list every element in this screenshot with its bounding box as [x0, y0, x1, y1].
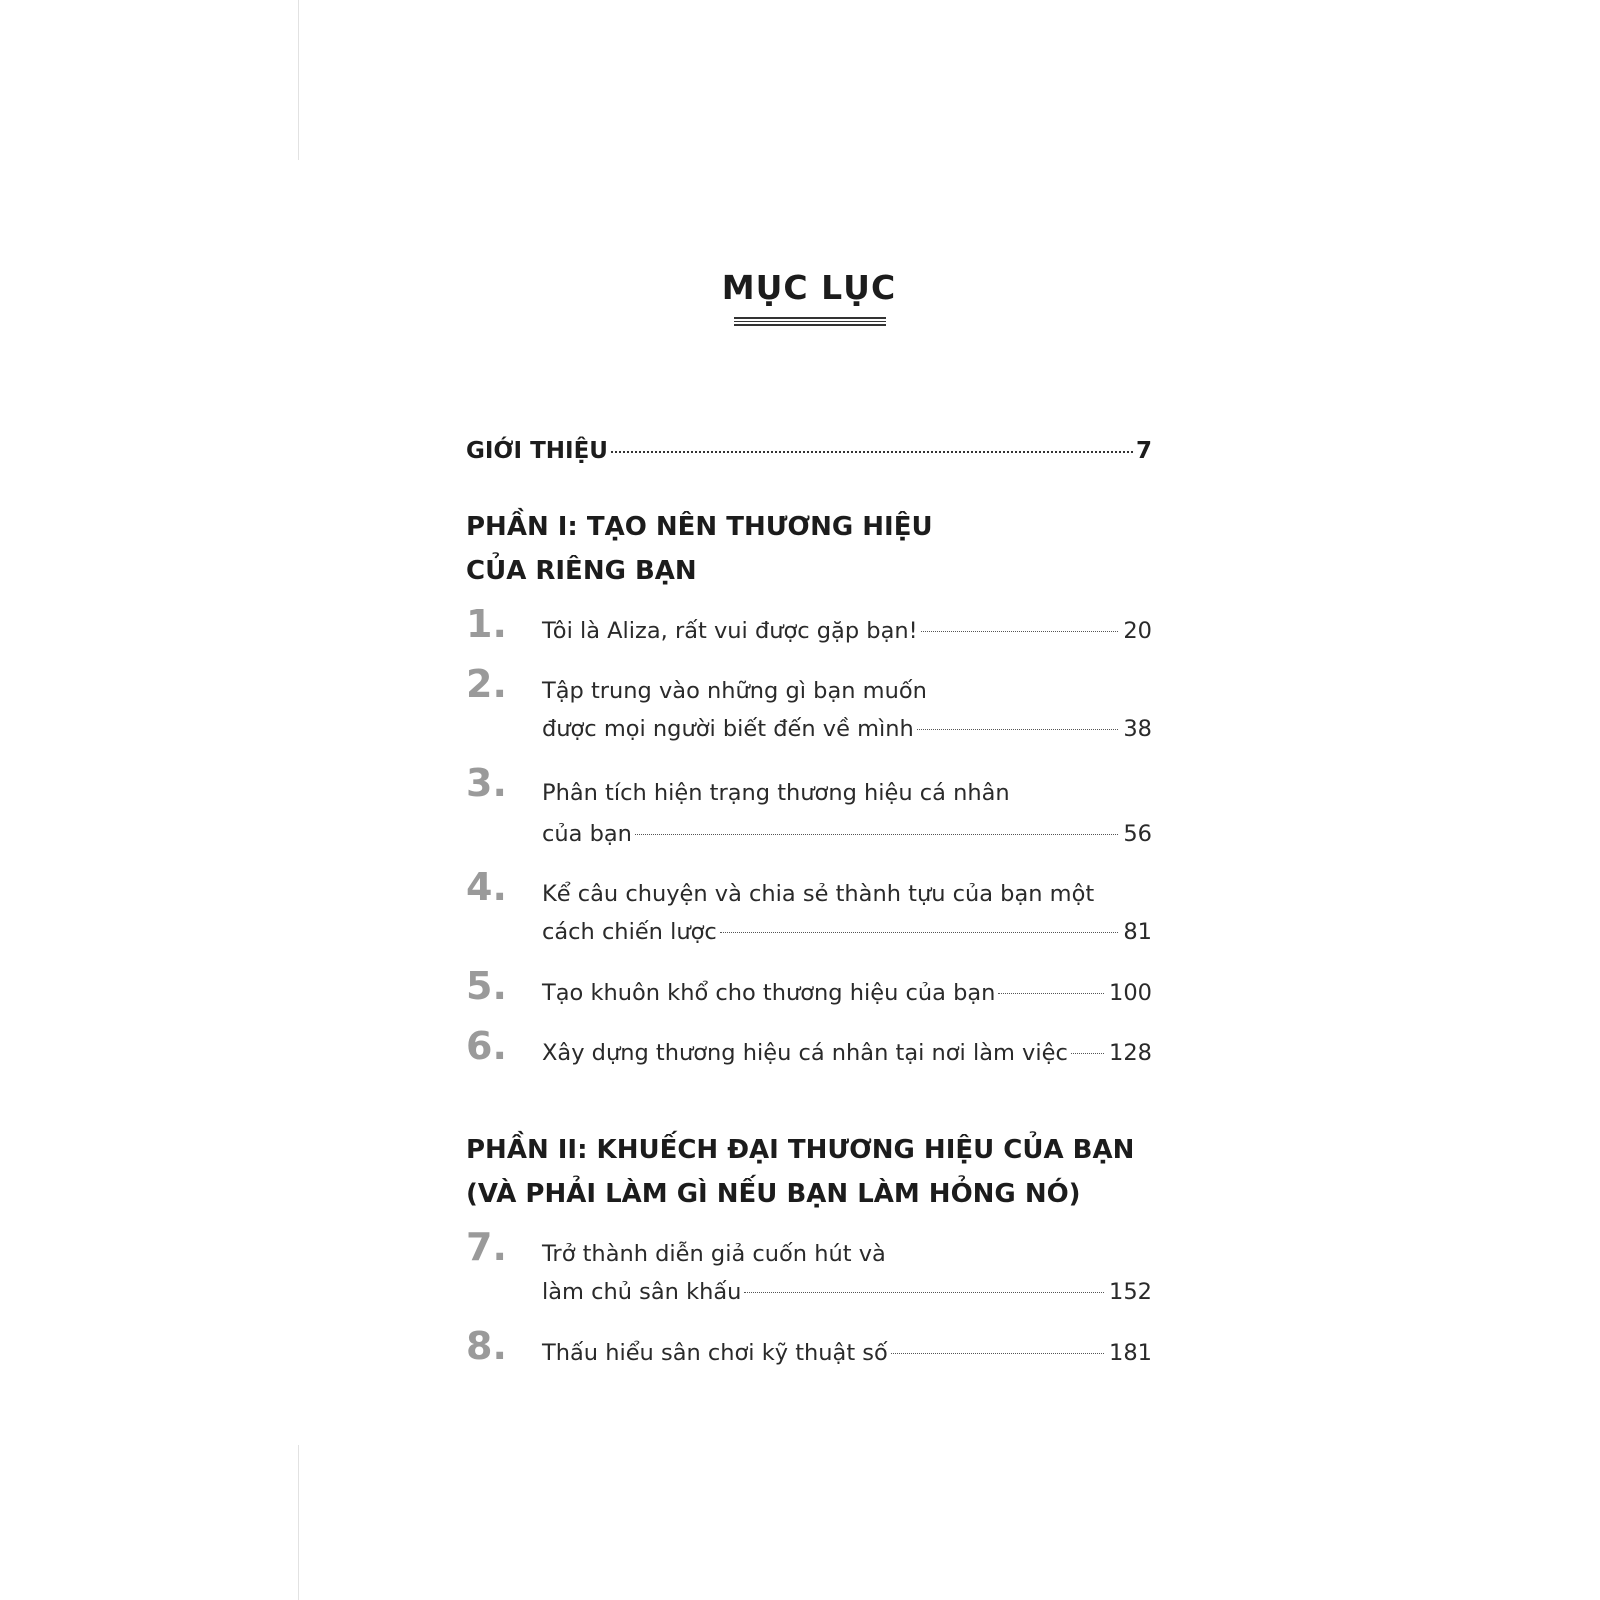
- chapter-title-line: Trở thành diễn giả cuốn hút và: [542, 1241, 886, 1267]
- chapter-title: làm chủ sân khấu: [542, 1279, 742, 1305]
- dot-leader: [917, 729, 1119, 730]
- title-underline: [734, 317, 886, 326]
- page-fold-line-bottom: [298, 1445, 299, 1600]
- chapter-page: 181: [1109, 1340, 1152, 1366]
- chapter-number: 8.: [466, 1324, 507, 1368]
- chapter-page: 56: [1123, 821, 1152, 847]
- dot-leader: [635, 834, 1118, 835]
- chapter-page: 81: [1123, 919, 1152, 945]
- toc-entry-intro[interactable]: [466, 438, 1152, 464]
- intro-page: 7: [1135, 438, 1152, 464]
- part-title-line: CỦA RIÊNG BẠN: [466, 556, 697, 586]
- part-2-title: [466, 1128, 1152, 1216]
- dot-leader: [1071, 1053, 1104, 1054]
- chapter-page: 20: [1123, 618, 1152, 644]
- part-title-line: PHẦN II: KHUẾCH ĐẠI THƯƠNG HIỆU CỦA BẠN: [466, 1135, 1135, 1165]
- page-fold-line-top: [298, 0, 299, 160]
- chapter-page: 128: [1109, 1040, 1152, 1066]
- dot-leader: [921, 631, 1119, 632]
- chapter-number: 2.: [466, 662, 507, 706]
- chapter-title: Tôi là Aliza, rất vui được gặp bạn!: [542, 618, 918, 644]
- chapter-number: 4.: [466, 865, 507, 909]
- chapter-title-line: Phân tích hiện trạng thương hiệu cá nhân: [542, 780, 1010, 806]
- chapter-page: 38: [1123, 716, 1152, 742]
- intro-label: GIỚI THIỆU: [466, 438, 608, 464]
- toc-page: [466, 0, 1152, 1600]
- chapter-title: cách chiến lược: [542, 919, 717, 945]
- dot-leader: [998, 993, 1104, 994]
- chapter-title: được mọi người biết đến về mình: [542, 716, 914, 742]
- chapter-title: Thấu hiểu sân chơi kỹ thuật số: [542, 1340, 888, 1366]
- chapter-number: 1.: [466, 602, 507, 646]
- chapter-number: 5.: [466, 964, 507, 1008]
- dot-leader: [720, 932, 1119, 933]
- part-title-line: PHẦN I: TẠO NÊN THƯƠNG HIỆU: [466, 512, 933, 542]
- part-title-line: (VÀ PHẢI LÀM GÌ NẾU BẠN LÀM HỎNG NÓ): [466, 1179, 1081, 1209]
- chapter-title: Tạo khuôn khổ cho thương hiệu của bạn: [542, 980, 996, 1006]
- chapter-title: Xây dựng thương hiệu cá nhân tại nơi làm việc: [542, 1040, 1068, 1066]
- chapter-number: 7.: [466, 1225, 507, 1269]
- toc-title: MỤC LỤC: [721, 268, 897, 307]
- chapter-number: 3.: [466, 761, 507, 805]
- chapter-page: 100: [1109, 980, 1152, 1006]
- chapter-title-line: Tập trung vào những gì bạn muốn: [542, 678, 927, 704]
- dot-leader: [611, 451, 1133, 453]
- chapter-title: của bạn: [542, 821, 632, 847]
- dot-leader: [744, 1292, 1104, 1293]
- dot-leader: [891, 1353, 1104, 1354]
- chapter-number: 6.: [466, 1024, 507, 1068]
- chapter-title-line: Kể câu chuyện và chia sẻ thành tựu của bạn một: [542, 881, 1095, 907]
- part-1-title: [466, 505, 1152, 593]
- chapter-page: 152: [1109, 1279, 1152, 1305]
